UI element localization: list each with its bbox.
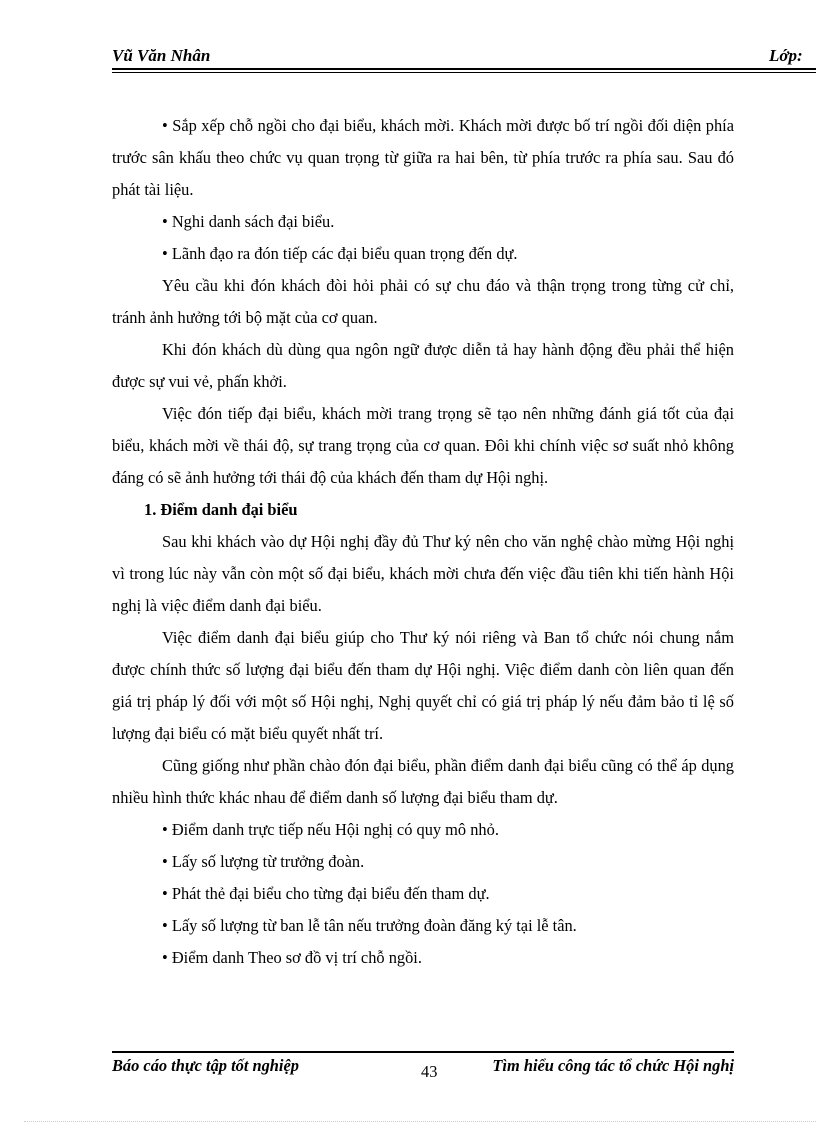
paragraph-roll-call-methods: Cũng giống như phần chào đón đại biểu, phần điểm danh đại biểu cũng có thể áp dụng nhiều hình thức khác nhau để điểm danh số lượng đại biểu tham dự. <box>112 756 734 807</box>
paragraph-attitude: Khi đón khách dù dùng qua ngôn ngữ được diễn tả hay hành động đều phải thể hiện được sự vui vẻ, phấn khởi. <box>112 340 734 391</box>
bullet-from-reception: • Lấy số lượng từ ban lễ tân nếu trưởng đoàn đăng ký tại lễ tân. <box>162 916 577 935</box>
page-footer <box>112 1056 734 1082</box>
header-author: Vũ Văn Nhân <box>112 46 211 65</box>
header-rule-thick <box>112 68 816 70</box>
document-body <box>112 110 734 974</box>
header-class-label: Lớp: <box>769 46 803 65</box>
bullet-roll-list: • Nghi danh sách đại biểu. <box>162 212 335 231</box>
footer-report-title: Báo cáo thực tập tốt nghiệp <box>112 1056 299 1075</box>
bullet-seating: • Sắp xếp chỗ ngồi cho đại biểu, khách mời. Khách mời được bố trí ngồi đối diện phía trước sân khấu theo chức vụ quan trọng từ giữa ra hai bên, từ phía trước ra phía sau. Sau đó phát tài liệu. <box>112 116 734 199</box>
bullet-seating-chart: • Điểm danh Theo sơ đồ vị trí chỗ ngồi. <box>162 948 422 967</box>
footer-rule <box>112 1051 734 1053</box>
paragraph-requirements: Yêu cầu khi đón khách đòi hỏi phải có sự chu đáo và thận trọng trong từng cử chỉ, tránh ảnh hưởng tới bộ mặt của cơ quan. <box>112 276 734 327</box>
paragraph-after-arrival: Sau khi khách vào dự Hội nghị đầy đủ Thư ký nên cho văn nghệ chào mừng Hội nghị vì trong lúc này vẫn còn một số đại biểu, khách mời chưa đến việc đầu tiên khi tiến hành Hội nghị là việc điểm danh đại biểu. <box>112 532 734 615</box>
paragraph-roll-call-purpose: Việc điểm danh đại biểu giúp cho Thư ký nói riêng và Ban tổ chức nói chung nắm được chính thức số lượng đại biểu đến tham dự Hội nghị. Việc điểm danh còn liên quan đến giá trị pháp lý đối với một số Hội nghị, Nghị quyết chỉ có giá trị pháp lý nếu đảm bảo tỉ lệ số lượng đại biểu có mặt biểu quyết nhất trí. <box>112 628 734 743</box>
page-edge-divider <box>24 1121 816 1122</box>
page-number: 43 <box>421 1062 438 1081</box>
bullet-direct-roll-call: • Điểm danh trực tiếp nếu Hội nghị có quy mô nhỏ. <box>162 820 499 839</box>
bullet-leaders-welcome: • Lãnh đạo ra đón tiếp các đại biểu quan trọng đến dự. <box>162 244 518 263</box>
section-heading: 1. Điểm danh đại biểu <box>144 500 298 519</box>
bullet-delegate-cards: • Phát thẻ đại biểu cho từng đại biểu đến tham dự. <box>162 884 490 903</box>
header-rule-thin <box>112 72 816 73</box>
page-header <box>112 44 816 70</box>
footer-topic: Tìm hiểu công tác tổ chức Hội nghị <box>492 1056 734 1075</box>
bullet-from-delegation-head: • Lấy số lượng từ trưởng đoàn. <box>162 852 365 871</box>
paragraph-solemn-welcome: Việc đón tiếp đại biểu, khách mời trang trọng sẽ tạo nên những đánh giá tốt của đại biểu, khách mời về thái độ, sự trang trọng của cơ quan. Đôi khi chính việc sơ suất nhỏ không đáng có sẽ ảnh hưởng tới thái độ của khách đến tham dự Hội nghị. <box>112 404 734 487</box>
